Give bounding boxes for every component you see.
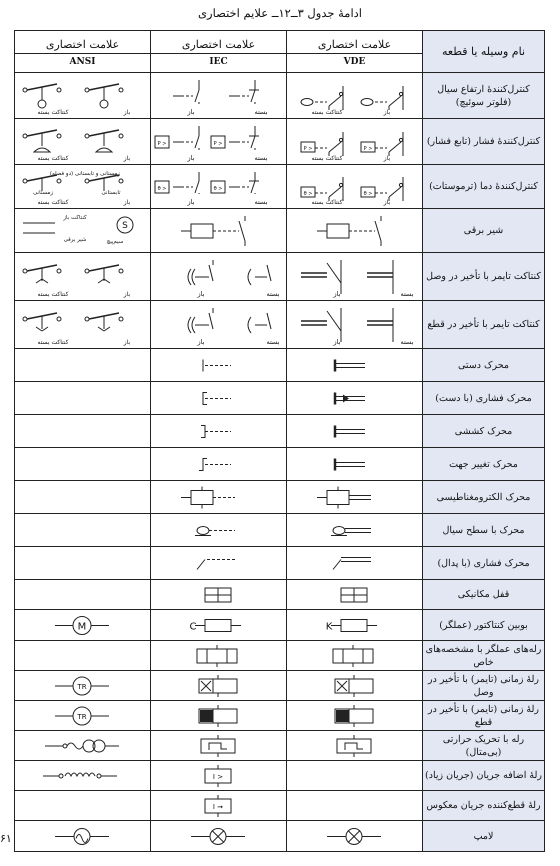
pedal-iec-symbol: [151, 548, 285, 579]
iec-symbol-cell: [151, 641, 287, 671]
iec-symbol-cell: [151, 580, 287, 610]
device-name-cell: محرک فشاری (با دست): [423, 382, 545, 415]
svg-text:کنتاکت بسته: کنتاکت بسته: [37, 290, 69, 298]
table-row: [15, 821, 545, 852]
table-row: [15, 580, 545, 610]
svg-text:باز: باز: [187, 107, 195, 116]
coil-iec-symbol: [151, 611, 285, 640]
lock-vde-symbol: [287, 581, 421, 609]
table-caption: ادامهٔ جدول ۳ــ۱۲ــ علایم اختصاری: [198, 6, 362, 20]
vde-symbol-cell: [287, 514, 423, 547]
ansi-symbol-cell: [15, 209, 151, 253]
reverse-vde-symbol: [287, 792, 421, 820]
ansi-column-header: [15, 31, 151, 73]
table-row: [15, 301, 545, 349]
vde-symbol-cell: [287, 209, 423, 253]
ansi-symbol-cell: [15, 701, 151, 731]
vde-symbol-cell: [287, 481, 423, 514]
svg-text:بسته: بسته: [400, 337, 414, 346]
table-row: [15, 481, 545, 514]
svg-text:P >: P >: [213, 140, 223, 147]
vde-symbol-cell: [287, 165, 423, 209]
ansi-symbol-cell: [15, 821, 151, 852]
svg-text:کنتاکت بسته: کنتاکت بسته: [311, 154, 343, 162]
reverse-ansi-symbol: [15, 792, 149, 820]
timer-off-vde-symbol: [287, 302, 421, 348]
vde-symbol-cell: [287, 791, 423, 821]
device-name-cell: رله با تحریک حرارتی (بی‌متال): [423, 731, 545, 761]
rotary-vde-symbol: [287, 449, 421, 480]
svg-text:کنتاکت بسته: کنتاکت بسته: [311, 108, 343, 116]
vde-header-title: علامت اختصاری: [317, 37, 392, 51]
device-name-cell: کنترل‌کنندهٔ فشار (تابع فشار): [423, 119, 545, 165]
symbols-table: [14, 30, 545, 852]
pressure-vde-symbol: [287, 120, 421, 164]
ansi-symbol-cell: [15, 73, 151, 119]
lamp-vde-symbol: [287, 822, 421, 851]
ansi-header-title: علامت اختصاری: [45, 37, 120, 51]
float-ansi-symbol: [15, 74, 149, 118]
table-row: [15, 165, 545, 209]
lamp-iec-symbol: [151, 822, 285, 851]
electromag-iec-symbol: [151, 482, 285, 513]
table-row: [15, 382, 545, 415]
svg-text:θ >: θ >: [363, 190, 373, 197]
ansi-symbol-cell: [15, 671, 151, 701]
svg-text:P >: P >: [363, 145, 373, 152]
ansi-symbol-cell: [15, 641, 151, 671]
relay-on-vde-symbol: [287, 672, 421, 700]
ansi-symbol-cell: [15, 514, 151, 547]
device-name-cell: محرک دستی: [423, 349, 545, 382]
iec-symbol-cell: [151, 448, 287, 481]
ansi-symbol-cell: [15, 761, 151, 791]
fluidlevel-iec-symbol: [151, 515, 285, 546]
device-name-cell: رلهٔ قطع‌کننده جریان معکوس: [423, 791, 545, 821]
ansi-symbol-cell: [15, 481, 151, 514]
svg-text:باز: باز: [123, 154, 131, 162]
table-row: [15, 253, 545, 301]
thermo-iec-symbol: [151, 166, 285, 208]
svg-text:کنتاکت بسته: کنتاکت بسته: [311, 198, 343, 206]
lock-ansi-symbol: [15, 581, 149, 609]
overcurrent-vde-symbol: [287, 762, 421, 790]
relay-off-iec-symbol: [151, 702, 285, 730]
ansi-symbol-cell: [15, 165, 151, 209]
svg-text:باز: باز: [383, 198, 391, 206]
iec-symbol-cell: [151, 514, 287, 547]
reverse-iec-symbol: [151, 792, 285, 820]
table-row: [15, 731, 545, 761]
vde-symbol-cell: [287, 415, 423, 448]
svg-text:M: M: [77, 621, 87, 632]
pressure-iec-symbol: [151, 120, 285, 164]
vde-symbol-cell: [287, 701, 423, 731]
ansi-symbol-cell: [15, 119, 151, 165]
device-name-cell: بوبین کنتاکتور (عملگر): [423, 610, 545, 641]
description-column-header: نام وسیله یا قطعه: [423, 31, 545, 73]
svg-text:θ >: θ >: [157, 185, 167, 192]
overcurrent-ansi-symbol: [15, 762, 149, 790]
vde-symbol-cell: [287, 253, 423, 301]
solenoid-iec-symbol: [151, 210, 285, 252]
ansi-symbol-cell: [15, 580, 151, 610]
coil-vde-symbol: [287, 611, 421, 640]
iec-symbol-cell: [151, 701, 287, 731]
iec-symbol-cell: [151, 731, 287, 761]
vde-symbol-cell: [287, 610, 423, 641]
table-row: [15, 610, 545, 641]
svg-text:باز: باز: [123, 290, 131, 298]
table-row: [15, 791, 545, 821]
device-name-cell: محرک الکترومغناطیسی: [423, 481, 545, 514]
svg-text:باز: باز: [197, 337, 205, 346]
special-vde-symbol: [287, 642, 421, 670]
svg-text:K: K: [325, 621, 333, 632]
table-row: [15, 701, 545, 731]
svg-text:بسته: بسته: [254, 107, 268, 116]
iec-symbol-cell: [151, 209, 287, 253]
solenoid-ansi-symbol: [15, 210, 149, 252]
push-iec-symbol: [151, 383, 285, 414]
svg-text:بسته: بسته: [254, 197, 268, 206]
pressure-ansi-symbol: [15, 120, 149, 164]
svg-text:باز: باز: [333, 289, 341, 298]
vde-symbol-cell: [287, 382, 423, 415]
device-name-cell: محرک با سطح سیال: [423, 514, 545, 547]
iec-symbol-cell: [151, 481, 287, 514]
table-row: [15, 547, 545, 580]
vde-symbol-cell: [287, 580, 423, 610]
table-row: [15, 73, 545, 119]
iec-symbol-cell: [151, 821, 287, 852]
vde-symbol-cell: [287, 301, 423, 349]
thermal-ansi-symbol: [15, 732, 149, 760]
table-row: [15, 448, 545, 481]
svg-text:کنتاکت بسته: کنتاکت بسته: [37, 338, 69, 346]
iec-symbol-cell: [151, 547, 287, 580]
device-name-cell: قفل مکانیکی: [423, 580, 545, 610]
device-name-cell: لامپ: [423, 821, 545, 852]
iec-symbol-cell: [151, 382, 287, 415]
timer-on-ansi-symbol: [15, 254, 149, 300]
svg-text:باز: باز: [123, 198, 131, 206]
lamp-ansi-symbol: [15, 822, 149, 851]
thermal-iec-symbol: [151, 732, 285, 760]
svg-text:کنتاکت بسته: کنتاکت بسته: [37, 198, 69, 206]
float-vde-symbol: [287, 74, 421, 118]
device-name-cell: رلهٔ زمانی (تایمر) با تأخیر در قطع: [423, 701, 545, 731]
device-name-cell: شیر برقی: [423, 209, 545, 253]
svg-text:زمستانی: زمستانی: [33, 189, 53, 196]
lock-iec-symbol: [151, 581, 285, 609]
pull-iec-symbol: [151, 416, 285, 447]
svg-text:باز: باز: [123, 338, 131, 346]
fluidlevel-ansi-symbol: [15, 515, 149, 546]
svg-text:بسته: بسته: [254, 153, 268, 162]
svg-text:باز: باز: [197, 289, 205, 298]
iec-column-header: [151, 31, 287, 73]
device-name-cell: محرک کششی: [423, 415, 545, 448]
iec-symbol-cell: [151, 761, 287, 791]
svg-text:باز: باز: [187, 197, 195, 206]
svg-text:I ➞: I ➞: [212, 802, 224, 811]
device-name-cell: کنتاکت تایمر با تأخیر در وصل: [423, 253, 545, 301]
device-name-cell: کنترل‌کنندهٔ دما (ترموستات): [423, 165, 545, 209]
table-row: [15, 514, 545, 547]
device-name-cell: محرک تغییر جهت: [423, 448, 545, 481]
manual-vde-symbol: [287, 350, 421, 381]
vde-symbol-cell: [287, 641, 423, 671]
vde-symbol-cell: [287, 448, 423, 481]
pull-ansi-symbol: [15, 416, 149, 447]
table-row: [15, 671, 545, 701]
svg-text:شیر برقی: شیر برقی: [63, 236, 87, 243]
manual-ansi-symbol: [15, 350, 149, 381]
relay-off-vde-symbol: [287, 702, 421, 730]
timer-off-iec-symbol: [151, 302, 285, 348]
svg-text:باز: باز: [383, 154, 391, 162]
fluidlevel-vde-symbol: [287, 515, 421, 546]
iec-symbol-cell: [151, 349, 287, 382]
pedal-ansi-symbol: [15, 548, 149, 579]
svg-text:باز: باز: [123, 108, 131, 116]
iec-symbol-cell: [151, 610, 287, 641]
svg-text:باز: باز: [187, 153, 195, 162]
iec-header-standard: IEC: [151, 53, 286, 71]
timer-on-vde-symbol: [287, 254, 421, 300]
vde-symbol-cell: [287, 547, 423, 580]
ansi-symbol-cell: [15, 448, 151, 481]
timer-off-ansi-symbol: [15, 302, 149, 348]
thermo-ansi-symbol: [15, 166, 149, 208]
iec-symbol-cell: [151, 119, 287, 165]
manual-iec-symbol: [151, 350, 285, 381]
thermal-vde-symbol: [287, 732, 421, 760]
iec-symbol-cell: [151, 415, 287, 448]
vde-header-standard: VDE: [287, 53, 422, 71]
iec-symbol-cell: [151, 301, 287, 349]
vde-symbol-cell: [287, 119, 423, 165]
iec-symbol-cell: [151, 671, 287, 701]
device-name-cell: رلهٔ زمانی (تایمر) با تأخیر در وصل: [423, 671, 545, 701]
ansi-symbol-cell: [15, 382, 151, 415]
svg-text:کنتاکت بسته: کنتاکت بسته: [37, 108, 69, 116]
table-row: [15, 209, 545, 253]
table-row: [15, 761, 545, 791]
device-name-cell: رلهٔ اضافه جریان (جریان زیاد): [423, 761, 545, 791]
svg-text:بسته: بسته: [266, 289, 280, 298]
svg-text:I >: I >: [212, 772, 224, 781]
pedal-vde-symbol: [287, 548, 421, 579]
electromag-ansi-symbol: [15, 482, 149, 513]
electromag-vde-symbol: [287, 482, 421, 513]
device-name-cell: رله‌های عملگر با مشخصه‌های خاص: [423, 641, 545, 671]
ansi-header-standard: ANSI: [15, 53, 150, 71]
special-iec-symbol: [151, 642, 285, 670]
relay-off-ansi-symbol: [15, 702, 149, 730]
svg-text:بسته: بسته: [400, 289, 414, 298]
svg-text:بسته: بسته: [266, 337, 280, 346]
svg-text:تابستانی: تابستانی: [101, 189, 121, 196]
ansi-symbol-cell: [15, 301, 151, 349]
pull-vde-symbol: [287, 416, 421, 447]
ansi-symbol-cell: [15, 415, 151, 448]
svg-text:P >: P >: [157, 140, 167, 147]
iec-header-title: علامت اختصاری: [181, 37, 256, 51]
svg-text:θ >: θ >: [213, 185, 223, 192]
ansi-symbol-cell: [15, 610, 151, 641]
svg-text:TR: TR: [77, 682, 87, 691]
vde-column-header: [287, 31, 423, 73]
ansi-symbol-cell: [15, 731, 151, 761]
ansi-symbol-cell: [15, 791, 151, 821]
solenoid-vde-symbol: [287, 210, 421, 252]
relay-on-ansi-symbol: [15, 672, 149, 700]
vde-symbol-cell: [287, 671, 423, 701]
coil-ansi-symbol: [15, 611, 149, 640]
vde-symbol-cell: [287, 73, 423, 119]
svg-text:باز: باز: [383, 108, 391, 116]
float-iec-symbol: [151, 74, 285, 118]
svg-text:زمستانی و تابستانی (دو فصله): زمستانی و تابستانی (دو فصله): [49, 170, 121, 177]
vde-symbol-cell: [287, 821, 423, 852]
ansi-symbol-cell: [15, 253, 151, 301]
svg-text:کنتاکت باز: کنتاکت باز: [63, 214, 87, 221]
svg-text:S: S: [122, 220, 128, 231]
special-ansi-symbol: [15, 642, 149, 670]
device-name-cell: کنترل‌کنندهٔ ارتفاع سیال (فلوتر سوئیچ): [423, 73, 545, 119]
vde-symbol-cell: [287, 761, 423, 791]
page-number: ۶۱: [0, 832, 12, 845]
device-name-cell: کنتاکت تایمر با تأخیر در قطع: [423, 301, 545, 349]
push-ansi-symbol: [15, 383, 149, 414]
iec-symbol-cell: [151, 73, 287, 119]
table-row: [15, 415, 545, 448]
device-name-cell: محرک فشاری (با پدال): [423, 547, 545, 580]
rotary-ansi-symbol: [15, 449, 149, 480]
table-row: [15, 349, 545, 382]
rotary-iec-symbol: [151, 449, 285, 480]
ansi-symbol-cell: [15, 349, 151, 382]
svg-text:θ >: θ >: [303, 190, 313, 197]
overcurrent-iec-symbol: [151, 762, 285, 790]
svg-text:کنتاکت بسته: کنتاکت بسته: [37, 154, 69, 162]
push-vde-symbol: [287, 383, 421, 414]
svg-text:TR: TR: [77, 712, 87, 721]
iec-symbol-cell: [151, 165, 287, 209]
svg-text:باز: باز: [333, 337, 341, 346]
vde-symbol-cell: [287, 731, 423, 761]
iec-symbol-cell: [151, 791, 287, 821]
ansi-symbol-cell: [15, 547, 151, 580]
svg-text:C: C: [189, 621, 197, 632]
iec-symbol-cell: [151, 253, 287, 301]
relay-on-iec-symbol: [151, 672, 285, 700]
svg-text:سیم‌پیچ: سیم‌پیچ: [106, 238, 124, 245]
table-row: [15, 641, 545, 671]
vde-symbol-cell: [287, 349, 423, 382]
timer-on-iec-symbol: [151, 254, 285, 300]
svg-text:P >: P >: [303, 145, 313, 152]
thermo-vde-symbol: [287, 166, 421, 208]
table-row: [15, 119, 545, 165]
